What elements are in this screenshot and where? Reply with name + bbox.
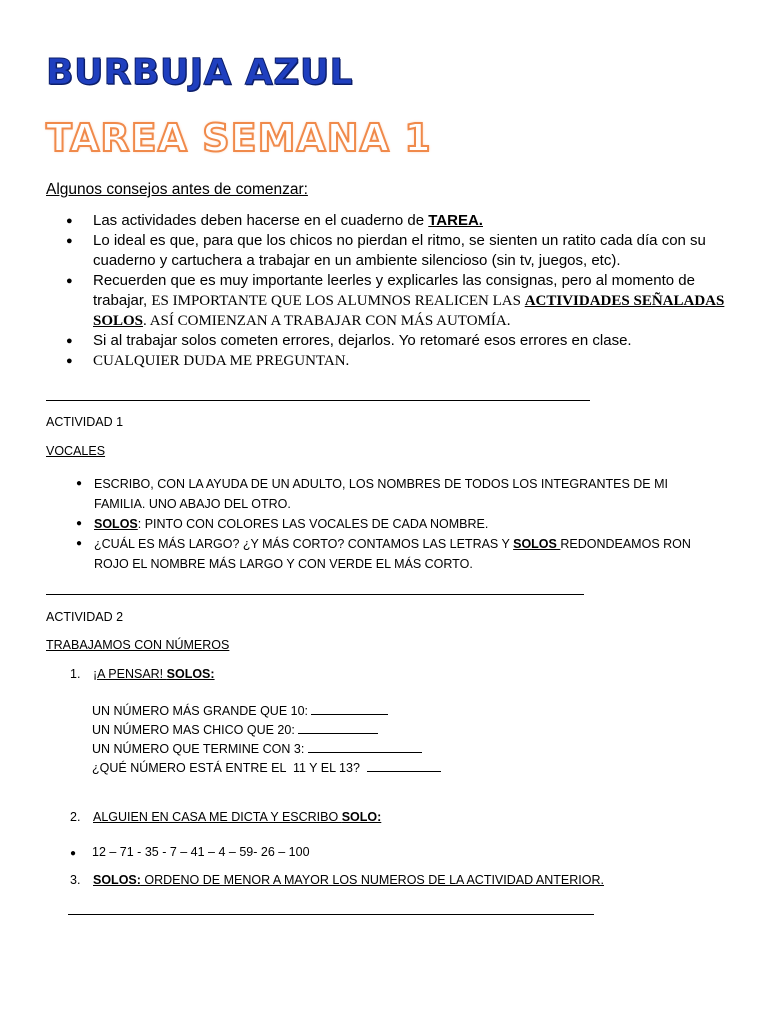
tip-text-serif: . ASÍ COMIENZAN A TRABAJAR CON MÁS AUTOMÍA. bbox=[143, 313, 511, 329]
activity1-list bbox=[76, 474, 716, 574]
bullet-icon: ● bbox=[66, 235, 73, 247]
question-text: UN NÚMERO QUE TERMINE CON 3: bbox=[92, 742, 308, 756]
tip-emphasis: TAREA. bbox=[428, 212, 483, 229]
activity1-heading: ACTIVIDAD 1 bbox=[46, 415, 124, 429]
question-1-heading bbox=[70, 667, 215, 681]
list-item bbox=[66, 271, 736, 331]
activity-text: REDONDEAMOS RON ROJO EL NOMBRE MÁS LARGO Y CON VERDE EL MÁS CORTO. bbox=[94, 537, 691, 571]
question-3-heading bbox=[70, 873, 604, 887]
document-subtitle: TAREA SEMANA 1 bbox=[46, 116, 432, 160]
bullet-icon: ● bbox=[76, 478, 83, 489]
answer-blank bbox=[298, 721, 378, 734]
list-item bbox=[92, 740, 441, 759]
bullet-icon: ● bbox=[66, 215, 73, 227]
activity-text: ESCRIBO, CON LA AYUDA DE UN ADULTO, LOS NOMBRES DE TODOS LOS INTEGRANTES DE MI FAMILIA. UNO ABAJO DEL OTRO. bbox=[94, 477, 668, 511]
question-label: ORDENO DE MENOR A MAYOR LOS NUMEROS DE LA ACTIVIDAD ANTERIOR. bbox=[140, 873, 604, 887]
bullet-icon: ● bbox=[66, 275, 73, 287]
tip-text-serif: ES IMPORTANTE QUE LOS ALUMNOS REALICEN LAS bbox=[151, 293, 525, 309]
list-item bbox=[92, 721, 441, 740]
activity-text: : PINTO CON COLORES LAS VOCALES DE CADA NOMBRE. bbox=[137, 517, 489, 531]
question-number: 1. bbox=[70, 667, 81, 681]
question-emphasis: SOLO: bbox=[341, 810, 382, 824]
question-number: 3. bbox=[70, 873, 81, 887]
question-emphasis: SOLOS: bbox=[93, 873, 141, 887]
answer-blank bbox=[367, 759, 441, 772]
tips-list bbox=[66, 211, 736, 371]
bullet-icon: ● bbox=[76, 538, 83, 549]
answer-blank bbox=[311, 702, 388, 715]
activity-emphasis: SOLOS bbox=[513, 537, 561, 551]
question-label: ALGUIEN EN CASA ME DICTA Y ESCRIBO bbox=[93, 810, 342, 824]
list-item bbox=[66, 331, 736, 351]
activity2-heading: ACTIVIDAD 2 bbox=[46, 610, 124, 624]
activity-text: ¿CUÁL ES MÁS LARGO? ¿Y MÁS CORTO? CONTAMOS LAS LETRAS Y bbox=[94, 537, 514, 551]
bullet-icon: ● bbox=[66, 355, 73, 367]
intro-heading: Algunos consejos antes de comenzar: bbox=[46, 181, 308, 198]
question-text: UN NÚMERO MAS CHICO QUE 20: bbox=[92, 723, 299, 737]
list-item bbox=[76, 534, 716, 574]
list-item bbox=[76, 514, 716, 534]
activity2-subheading: TRABAJAMOS CON NÚMEROS bbox=[46, 638, 230, 652]
list-item bbox=[92, 702, 441, 721]
list-item bbox=[76, 474, 716, 514]
question-label: ¡A PENSAR! bbox=[93, 667, 167, 681]
list-item bbox=[66, 231, 736, 271]
section-divider bbox=[46, 594, 584, 595]
question-1-items bbox=[92, 702, 441, 778]
question-text: UN NÚMERO MÁS GRANDE QUE 10: bbox=[92, 704, 312, 718]
bullet-icon: ● bbox=[66, 335, 73, 347]
list-item bbox=[66, 211, 736, 231]
number-sequence bbox=[70, 845, 310, 859]
tip-text: Lo ideal es que, para que los chicos no pierdan el ritmo, se sienten un ratito cada día con su cuaderno y cartuchera a trabajar en un ambiente silencioso (sin tv, juegos, etc). bbox=[93, 232, 706, 269]
tip-text-serif: CUALQUIER DUDA ME PREGUNTAN. bbox=[93, 353, 350, 369]
tip-text: Las actividades deben hacerse en el cuaderno de bbox=[93, 212, 429, 229]
activity-emphasis: SOLOS bbox=[94, 517, 138, 531]
question-number: 2. bbox=[70, 810, 81, 824]
question-text: ¿QUÉ NÚMERO ESTÁ ENTRE EL 11 Y EL 13? bbox=[92, 761, 367, 775]
section-divider bbox=[68, 914, 594, 915]
bullet-icon: ● bbox=[70, 848, 77, 859]
tip-text: Recuerden que es muy importante leerles y explicarles las consignas, pero al momento de trabajar, bbox=[93, 272, 695, 309]
tip-text: Si al trabajar solos cometen errores, dejarlos. Yo retomaré esos errores en clase. bbox=[93, 332, 632, 349]
sequence-text: 12 – 71 - 35 - 7 – 41 – 4 – 59- 26 – 100 bbox=[92, 845, 310, 859]
question-emphasis: SOLOS: bbox=[166, 667, 215, 681]
answer-blank bbox=[308, 740, 422, 753]
section-divider bbox=[46, 400, 590, 401]
list-item bbox=[66, 351, 736, 371]
tip-emphasis: ACTIVIDADES SEÑALADAS SOLOS bbox=[93, 293, 725, 329]
bullet-icon: ● bbox=[76, 518, 83, 529]
list-item bbox=[92, 759, 441, 778]
activity1-subheading: VOCALES bbox=[46, 444, 106, 458]
document-title: BURBUJA AZUL bbox=[46, 52, 353, 93]
question-2-heading bbox=[70, 810, 381, 824]
